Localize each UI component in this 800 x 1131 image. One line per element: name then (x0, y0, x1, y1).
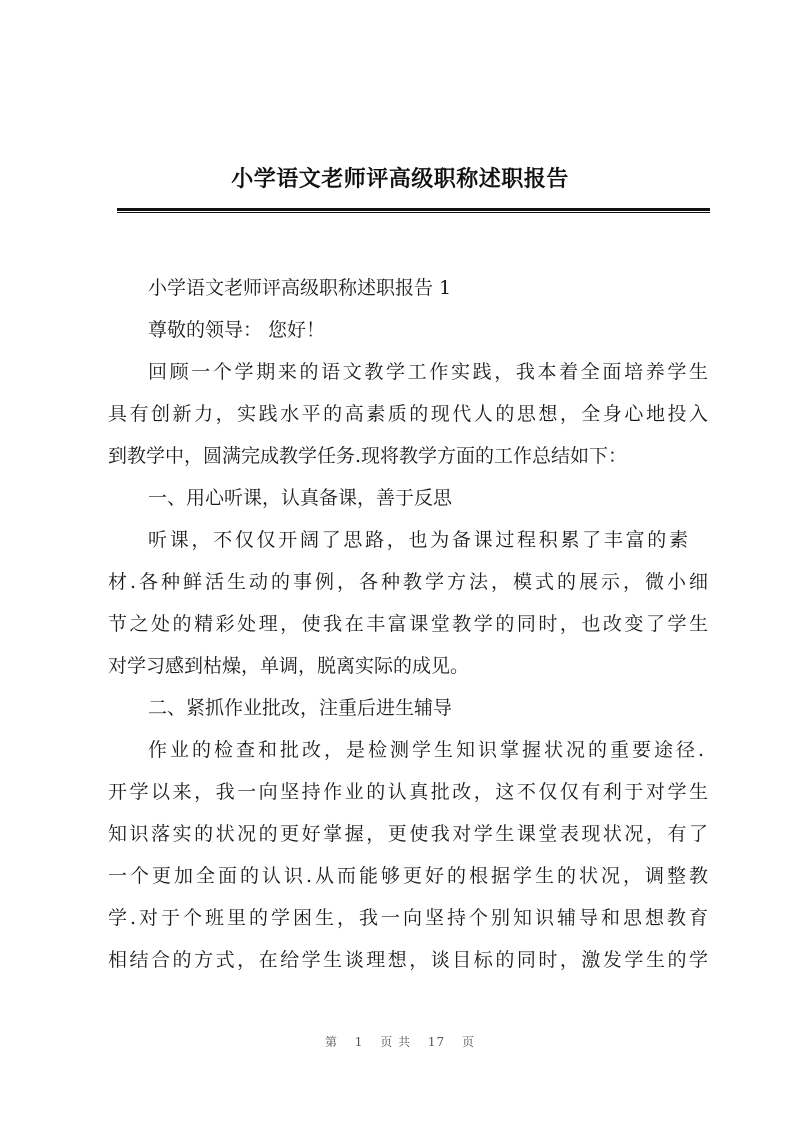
paragraph-line: 一个更加全面的认识.从而能够更好的根据学生的状况，调整教 (108, 865, 708, 887)
paragraph-line: 作业的检查和批改，是检测学生知识掌握状况的重要途径. (148, 739, 704, 761)
paragraph-line: 开学以来，我一向坚持作业的认真批改，这不仅仅有利于对学生 (108, 781, 708, 803)
page-number: 1 (354, 1035, 364, 1049)
document-title: 小学语文老师评高级职称述职报告 (231, 166, 569, 192)
subheading: 一、用心听课，认真备课，善于反思 (148, 487, 453, 509)
subheading: 二、紧抓作业批改，注重后进生辅导 (148, 697, 453, 719)
paragraph-line: 材.各种鲜活生动的事例，各种教学方法，模式的展示，微小细 (108, 571, 708, 593)
paragraph-line: 学.对于个班里的学困生，我一向坚持个别知识辅导和思想教育 (108, 907, 708, 929)
paragraph-line: 具有创新力，实践水平的高素质的现代人的思想，全身心地投入 (108, 403, 708, 425)
paragraph-line: 节之处的精彩处理，使我在丰富课堂教学的同时，也改变了学生 (108, 613, 708, 635)
page-total: 17 (427, 1035, 446, 1049)
title-divider (117, 208, 710, 213)
salutation: 尊敬的领导： 您好！ (148, 319, 326, 341)
footer-middle: 页 共 (380, 1035, 412, 1049)
paragraph-line: 对学习感到枯燥，单调，脱离实际的成见。 (108, 655, 470, 677)
section-heading: 小学语文老师评高级职称述职报告 1 (148, 277, 452, 299)
page-footer (0, 1033, 800, 1050)
paragraph-line: 知识落实的状况的更好掌握，更使我对学生课堂表现状况，有了 (108, 823, 708, 845)
footer-suffix: 页 (462, 1035, 476, 1049)
paragraph-line: 回顾一个学期来的语文教学工作实践，我本着全面培养学生 (148, 361, 708, 383)
paragraph-line: 相结合的方式，在给学生谈理想，谈目标的同时，激发学生的学 (108, 949, 708, 971)
paragraph-line: 听课，不仅仅开阔了思路，也为备课过程积累了丰富的素 (148, 529, 688, 551)
footer-prefix: 第 (324, 1035, 338, 1049)
paragraph-line: 到教学中，圆满完成教学任务.现将教学方面的工作总结如下： (108, 445, 628, 467)
